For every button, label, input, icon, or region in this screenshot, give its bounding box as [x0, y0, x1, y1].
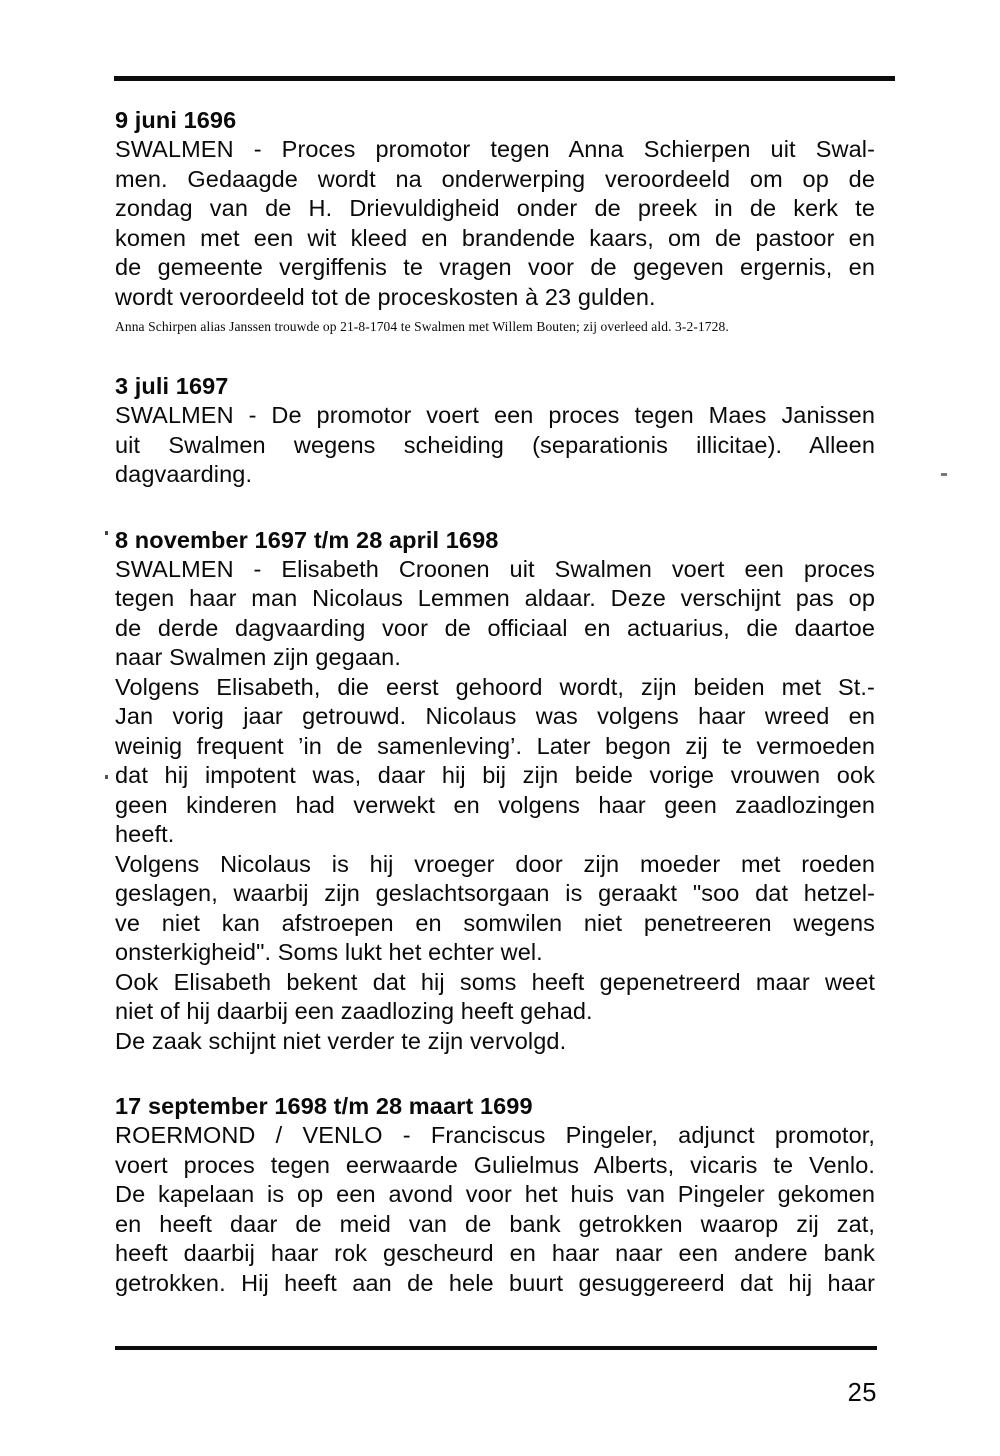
text-line: tegen haar man Nicolaus Lemmen aldaar. Deze verschijnt pas op: [115, 585, 875, 611]
entry-heading: 9 juni 1696: [115, 107, 237, 133]
entry-heading: 17 september 1698 t/m 28 maart 1699: [115, 1093, 533, 1119]
text-line: de derde dagvaarding voor de officiaal en actuarius, die daartoe: [115, 614, 875, 641]
text-line: weinig frequent ’in de samenleving’. Later begon zij te vermoeden: [115, 732, 875, 759]
text-line: de gemeente vergiffenis te vragen voor de gegeven ergernis, en: [115, 254, 875, 280]
scan-speck: [105, 775, 108, 779]
text-line: wordt veroordeeld tot de proceskosten à 23 gulden.: [115, 283, 656, 310]
text-line: uit Swalmen wegens scheiding (separationis illicitae). Alleen: [115, 431, 875, 458]
text-line: ROERMOND / VENLO - Franciscus Pingeler, adjunct promotor,: [115, 1122, 875, 1148]
paragraph: [115, 135, 875, 312]
text-line: dagvaarding.: [115, 461, 253, 487]
text-line: De kapelaan is op een avond voor het huis van Pingeler gekomen: [115, 1181, 875, 1207]
entry-heading: 8 november 1697 t/m 28 april 1698: [115, 526, 499, 553]
footnote: Anna Schirpen alias Janssen trouwde op 21-8-1704 te Swalmen met Willem Bouten; zij overleed ald. 3-2-1728.: [115, 319, 729, 334]
paragraph: [115, 555, 875, 673]
text-line: en heeft daar de meid van de bank getrokken waarop zij zat,: [115, 1210, 875, 1237]
entry-3: [115, 1091, 875, 1298]
scan-speck: [941, 473, 947, 476]
paragraph: [115, 968, 875, 1027]
text-line: naar Swalmen zijn gegaan.: [115, 644, 401, 670]
text-line: niet of hij daarbij een zaadlozing heeft gehad.: [115, 998, 593, 1024]
text-line: heeft.: [115, 821, 175, 847]
text-line: geen kinderen had verwekt en volgens haar geen zaadlozingen: [115, 791, 875, 818]
entry-2: [115, 525, 875, 1057]
text-line: onsterkigheid". Soms lukt het echter wel.: [115, 939, 543, 965]
text-line: Ook Elisabeth bekent dat hij soms heeft gepenetreerd maar weet: [115, 968, 875, 995]
paragraph: [115, 1121, 875, 1298]
paragraph: [115, 850, 875, 968]
document-body: [115, 105, 875, 1298]
text-line: De zaak schijnt niet verder te zijn vervolgd.: [115, 1027, 567, 1054]
paragraph: [115, 673, 875, 850]
paragraph: [115, 1027, 875, 1057]
text-line: Volgens Elisabeth, die eerst gehoord wordt, zijn beiden met St.-: [115, 673, 875, 700]
bottom-rule: [115, 1346, 877, 1350]
text-line: voert proces tegen eerwaarde Gulielmus Alberts, vicaris te Venlo.: [115, 1151, 875, 1178]
text-line: heeft daarbij haar rok gescheurd en haar naar een andere bank: [115, 1240, 875, 1266]
text-line: geslagen, waarbij zijn geslachtsorgaan is geraakt "soo dat hetzel-: [115, 880, 875, 906]
text-line: zondag van de H. Drievuldigheid onder de preek in de kerk te: [115, 195, 875, 221]
entry-0: [115, 105, 875, 336]
text-line: Volgens Nicolaus is hij vroeger door zijn moeder met roeden: [115, 850, 875, 877]
text-line: dat hij impotent was, daar hij bij zijn beide vorige vrouwen ook: [115, 762, 875, 788]
text-line: ve niet kan afstroepen en somwilen niet penetreeren wegens: [115, 909, 875, 936]
text-line: getrokken. Hij heeft aan de hele buurt gesuggereerd dat hij haar: [115, 1269, 875, 1296]
top-rule: [114, 76, 895, 81]
page-number: 25: [847, 1379, 877, 1407]
text-line: Jan vorig jaar getrouwd. Nicolaus was volgens haar wreed en: [115, 703, 875, 729]
paragraph: [115, 401, 875, 490]
entry-heading: 3 juli 1697: [115, 373, 229, 399]
text-line: SWALMEN - Proces promotor tegen Anna Schierpen uit Swal-: [115, 136, 875, 162]
scan-speck: [105, 531, 108, 535]
entry-1: [115, 371, 875, 490]
text-line: men. Gedaagde wordt na onderwerping veroordeeld om op de: [115, 165, 875, 192]
text-line: komen met een wit kleed en brandende kaars, om de pastoor en: [115, 224, 875, 251]
text-line: SWALMEN - Elisabeth Croonen uit Swalmen voert een proces: [115, 555, 875, 582]
text-line: SWALMEN - De promotor voert een proces tegen Maes Janissen: [115, 402, 875, 428]
